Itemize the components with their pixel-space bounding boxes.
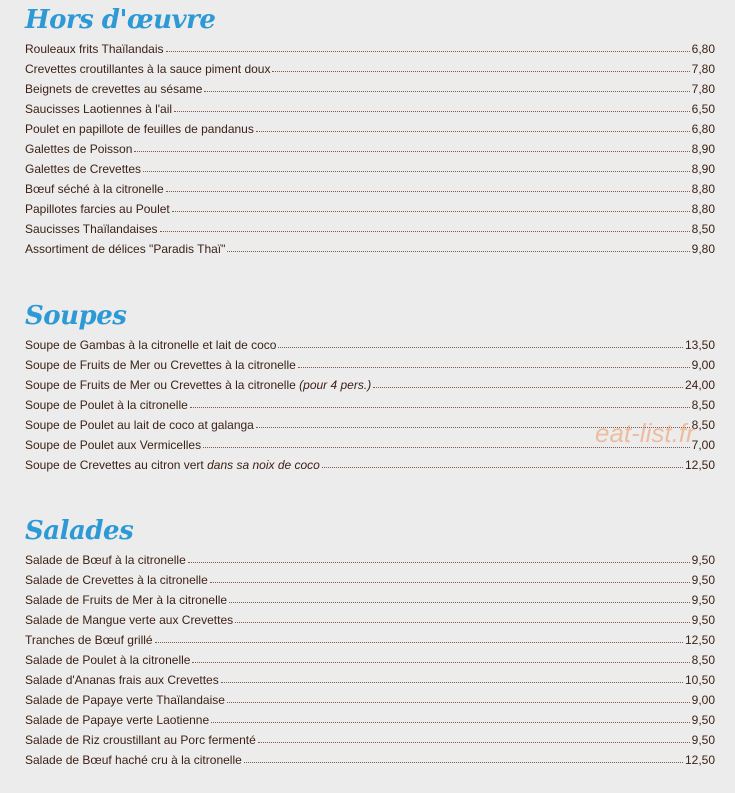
item-label: Salade de Mangue verte aux Crevettes	[25, 613, 234, 627]
item-name	[25, 338, 276, 352]
menu-item	[25, 358, 715, 378]
item-note: dans sa noix de coco	[207, 458, 320, 472]
item-label: Soupe de Gambas à la citronelle et lait de coco	[25, 338, 277, 352]
dot-leader	[278, 338, 682, 348]
menu-item	[25, 242, 715, 262]
dot-leader	[235, 613, 690, 623]
item-price: 8,50	[691, 222, 715, 236]
item-price: 9,50	[691, 733, 715, 747]
item-label: Galettes de Crevettes	[25, 162, 142, 176]
item-label: Galettes de Poisson	[25, 142, 133, 156]
item-label: Crevettes croutillantes à la sauce piment doux	[25, 62, 271, 76]
section-title: Soupes	[25, 301, 127, 331]
menu-item	[25, 42, 715, 62]
menu-item	[25, 338, 715, 358]
dot-leader	[298, 358, 690, 368]
item-label: Soupe de Poulet au lait de coco at galanga	[25, 418, 254, 432]
item-label: Poulet en papillote de feuilles de pandanus	[25, 122, 254, 136]
item-name	[25, 102, 172, 116]
item-label: Soupe de Poulet à la citronelle	[25, 398, 188, 412]
item-price: 8,50	[691, 653, 715, 667]
item-price: 8,80	[691, 182, 715, 196]
item-label: Soupe de Fruits de Mer ou Crevettes à la citronelle	[25, 358, 296, 372]
menu-item	[25, 142, 715, 162]
item-label: Rouleaux frits Thaïlandais	[25, 42, 164, 56]
item-label: Salade de Crevettes à la citronelle	[25, 573, 208, 587]
item-name	[25, 693, 225, 707]
dot-leader	[258, 733, 690, 743]
item-price: 12,50	[684, 753, 715, 767]
item-price: 9,50	[691, 553, 715, 567]
dot-leader	[373, 378, 683, 388]
dot-leader	[256, 122, 690, 132]
item-price: 9,50	[691, 593, 715, 607]
menu-list	[25, 338, 715, 478]
section-soupes	[25, 298, 715, 478]
item-name	[25, 378, 371, 392]
menu-item	[25, 82, 715, 102]
item-note: (pour 4 pers.)	[299, 378, 372, 392]
dot-leader	[227, 693, 690, 703]
dot-leader	[166, 182, 690, 192]
item-name	[25, 242, 225, 256]
section-salades	[25, 513, 715, 773]
menu-item	[25, 458, 715, 478]
item-label: Beignets de crevettes au sésame	[25, 82, 203, 96]
dot-leader	[229, 593, 690, 603]
dot-leader	[143, 162, 690, 172]
item-price: 9,50	[691, 613, 715, 627]
dot-leader	[166, 42, 690, 52]
item-name	[25, 438, 201, 452]
item-price: 24,00	[684, 378, 715, 392]
menu-list	[25, 553, 715, 773]
menu-item	[25, 122, 715, 142]
item-price: 13,50	[684, 338, 715, 352]
dot-leader	[160, 222, 690, 232]
menu-item	[25, 378, 715, 398]
item-label: Salade de Fruits de Mer à la citronelle	[25, 593, 228, 607]
item-name	[25, 418, 254, 432]
item-price: 9,80	[691, 242, 715, 256]
dot-leader	[221, 673, 683, 683]
item-price: 9,00	[691, 693, 715, 707]
item-name	[25, 162, 141, 176]
section-title: Hors d'œuvre	[25, 5, 216, 35]
menu-item	[25, 693, 715, 713]
item-name	[25, 673, 219, 687]
item-name	[25, 222, 158, 236]
menu-item	[25, 713, 715, 733]
item-name	[25, 398, 188, 412]
item-label: Soupe de Poulet aux Vermicelles	[25, 438, 202, 452]
item-label: Salade de Papaye verte Laotienne	[25, 713, 210, 727]
dot-leader	[172, 202, 690, 212]
section-hors-doeuvre	[25, 2, 715, 262]
item-price: 7,80	[691, 62, 715, 76]
item-label: Tranches de Bœuf grillé	[25, 633, 153, 647]
dot-leader	[272, 62, 689, 72]
menu-item	[25, 438, 715, 458]
dot-leader	[188, 553, 690, 563]
item-label: Salade de Bœuf haché cru à la citronelle	[25, 753, 242, 767]
item-price: 7,80	[691, 82, 715, 96]
item-label: Salade de Poulet à la citronelle	[25, 653, 191, 667]
menu-item	[25, 202, 715, 222]
menu-item	[25, 733, 715, 753]
dot-leader	[210, 573, 690, 583]
dot-leader	[211, 713, 689, 723]
item-label: Salade de Papaye verte Thaïlandaise	[25, 693, 225, 707]
menu-list	[25, 42, 715, 262]
item-price: 8,90	[691, 142, 715, 156]
menu-item	[25, 222, 715, 242]
menu-item	[25, 573, 715, 593]
item-price: 6,80	[691, 122, 715, 136]
item-name	[25, 633, 153, 647]
item-name	[25, 613, 233, 627]
item-name	[25, 122, 254, 136]
dot-leader	[322, 458, 683, 468]
menu-item	[25, 398, 715, 418]
menu-item	[25, 162, 715, 182]
item-name	[25, 142, 132, 156]
item-price: 8,50	[691, 398, 715, 412]
item-price: 12,50	[684, 458, 715, 472]
item-label: Saucisses Thaïlandaises	[25, 222, 158, 236]
item-label: Soupe de Crevettes au citron vert	[25, 458, 204, 472]
dot-leader	[174, 102, 690, 112]
item-name	[25, 358, 296, 372]
dot-leader	[134, 142, 689, 152]
menu-item	[25, 633, 715, 653]
item-price: 8,90	[691, 162, 715, 176]
item-name	[25, 202, 170, 216]
item-name	[25, 42, 164, 56]
watermark: eat-list.fr	[595, 418, 695, 448]
menu-item	[25, 653, 715, 673]
item-name	[25, 593, 227, 607]
item-label: Salade de Bœuf à la citronelle	[25, 553, 186, 567]
dot-leader	[192, 653, 689, 663]
item-price: 10,50	[684, 673, 715, 687]
item-label: Bœuf séché à la citronelle	[25, 182, 164, 196]
item-price: 9,00	[691, 358, 715, 372]
dot-leader	[256, 418, 690, 428]
menu-item	[25, 753, 715, 773]
menu-item	[25, 62, 715, 82]
section-title: Salades	[25, 516, 134, 546]
item-name	[25, 182, 164, 196]
menu-item	[25, 182, 715, 202]
dot-leader	[155, 633, 683, 643]
menu-item	[25, 418, 715, 438]
dot-leader	[227, 242, 689, 252]
item-price: 12,50	[684, 633, 715, 647]
item-price: 9,50	[691, 713, 715, 727]
item-name	[25, 713, 209, 727]
menu-item	[25, 673, 715, 693]
dot-leader	[190, 398, 690, 408]
dot-leader	[244, 753, 683, 763]
item-price: 6,50	[691, 102, 715, 116]
item-name	[25, 553, 186, 567]
item-name	[25, 653, 190, 667]
dot-leader	[203, 438, 690, 448]
menu-item	[25, 553, 715, 573]
item-name	[25, 753, 242, 767]
item-label: Salade d'Ananas frais aux Crevettes	[25, 673, 219, 687]
item-label: Assortiment de délices "Paradis Thaï"	[25, 242, 226, 256]
item-label: Soupe de Fruits de Mer ou Crevettes à la citronelle	[25, 378, 296, 392]
item-name	[25, 733, 256, 747]
item-price: 6,80	[691, 42, 715, 56]
item-price: 9,50	[691, 573, 715, 587]
item-label: Salade de Riz croustillant au Porc fermenté	[25, 733, 256, 747]
item-name	[25, 458, 320, 472]
menu-item	[25, 102, 715, 122]
item-name	[25, 82, 202, 96]
item-label: Papillotes farcies au Poulet	[25, 202, 170, 216]
item-label: Saucisses Laotiennes à l'ail	[25, 102, 173, 116]
menu-item	[25, 593, 715, 613]
item-price: 8,50	[691, 418, 715, 432]
menu-item	[25, 613, 715, 633]
dot-leader	[204, 82, 689, 92]
item-price: 8,80	[691, 202, 715, 216]
item-name	[25, 62, 270, 76]
item-price: 7,00	[691, 438, 715, 452]
item-name	[25, 573, 208, 587]
